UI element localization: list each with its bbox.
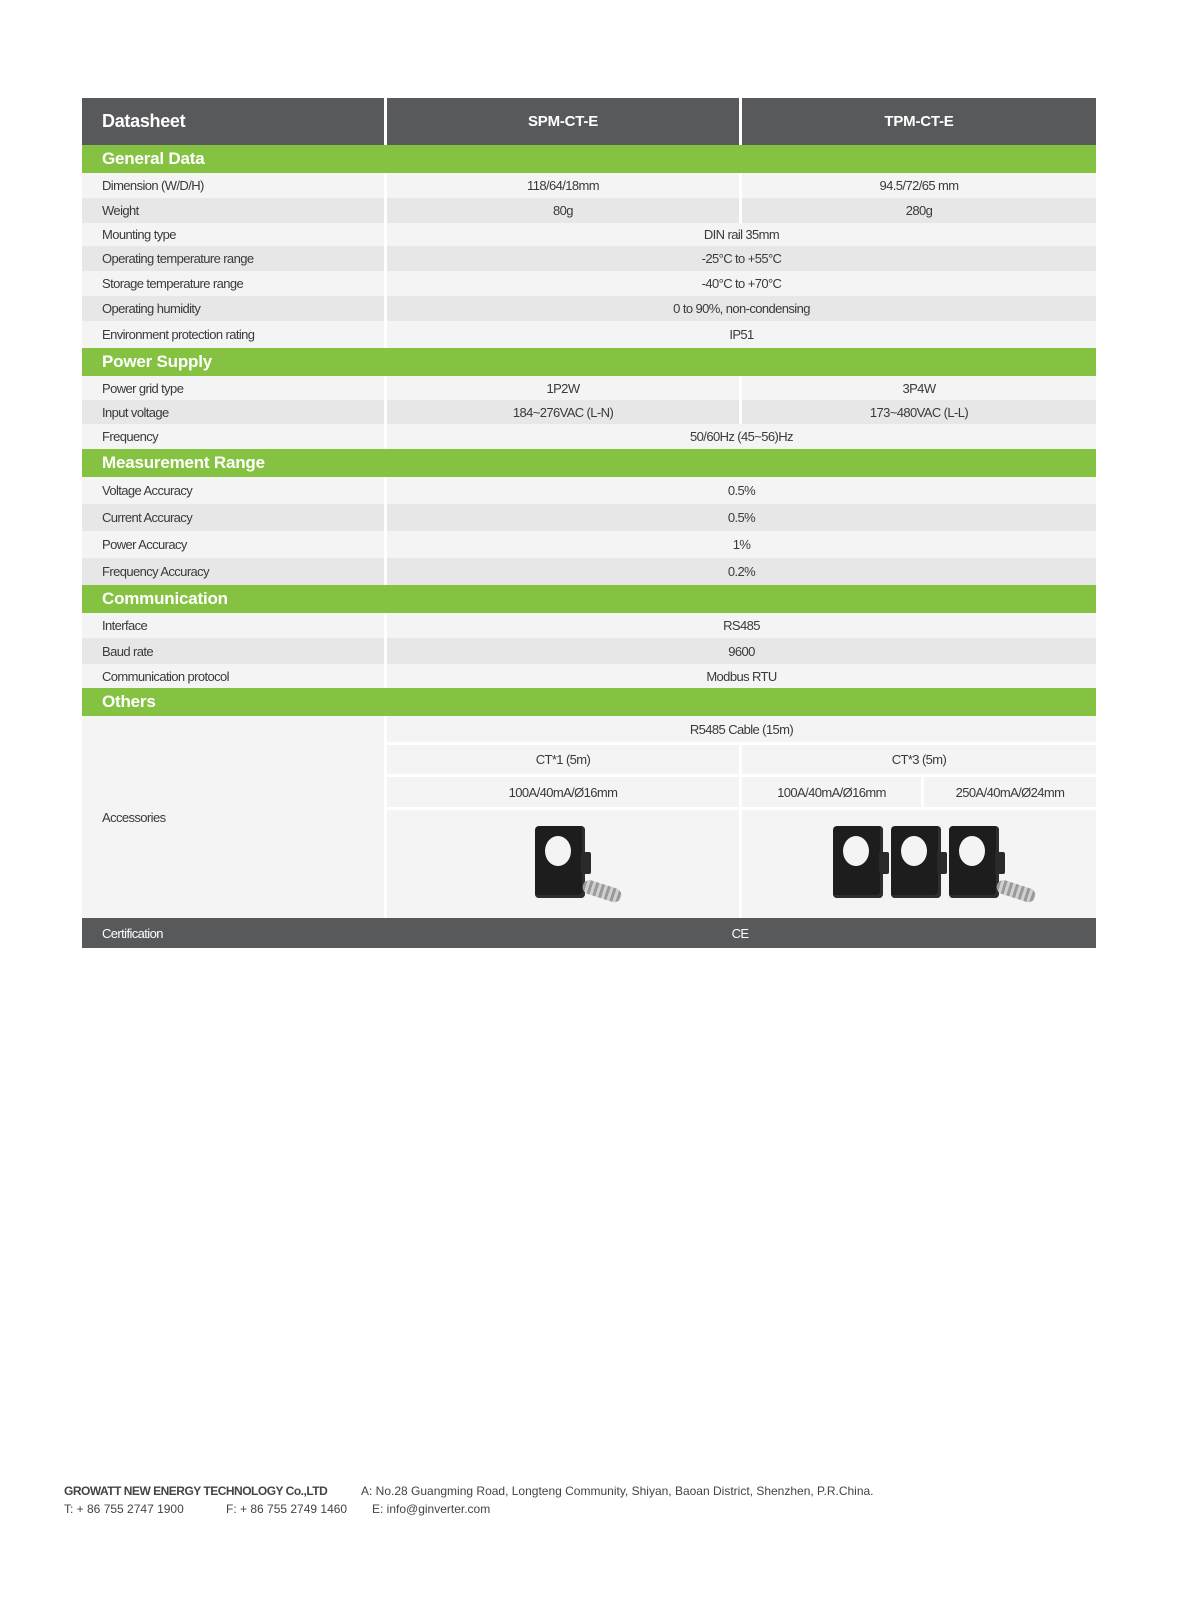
accessory-ct-spec-spm: 100A/40mA/Ø16mm xyxy=(508,784,618,800)
row-label: Storage temperature range xyxy=(102,276,244,291)
company-email: E: info@ginverter.com xyxy=(372,1502,491,1516)
row-label: Weight xyxy=(102,203,139,218)
row-label: Power Accuracy xyxy=(102,537,187,552)
table-row xyxy=(82,321,1096,348)
accessories-label: Accessories xyxy=(82,716,384,918)
row-value: 0.5% xyxy=(384,504,1096,531)
row-value: IP51 xyxy=(384,321,1096,348)
row-label: Power grid type xyxy=(102,380,184,396)
row-value-spm: 80g xyxy=(384,198,739,223)
table-row xyxy=(82,613,1096,638)
row-label: Current Accuracy xyxy=(102,510,193,525)
header-model-spm: SPM-CT-E xyxy=(384,98,739,145)
table-row xyxy=(82,271,1096,296)
company-fax: F: + 86 755 2749 1460 xyxy=(226,1502,348,1516)
row-value: RS485 xyxy=(384,613,1096,638)
row-value: 0.5% xyxy=(384,477,1096,504)
section-power-supply: Power Supply xyxy=(82,348,1096,376)
row-label: Frequency Accuracy xyxy=(102,564,209,579)
table-row xyxy=(82,296,1096,321)
row-value: -40°C to +70°C xyxy=(384,271,1096,296)
row-value: -25°C to +55°C xyxy=(384,246,1096,271)
table-row xyxy=(82,531,1096,558)
accessory-ct-spec-tpm-24: 250A/40mA/Ø24mm xyxy=(921,777,1096,807)
table-row xyxy=(82,376,1096,400)
row-label: Input voltage xyxy=(102,404,169,420)
row-value-tpm: 280g xyxy=(739,198,1096,223)
certification-label: Certification xyxy=(102,925,163,941)
ct-clamp-icon xyxy=(949,826,1005,902)
accessory-ct-spec-tpm-16: 100A/40mA/Ø16mm xyxy=(739,777,921,807)
row-label: Communication protocol xyxy=(102,668,229,684)
header-model-tpm: TPM-CT-E xyxy=(739,98,1096,145)
table-row xyxy=(82,246,1096,271)
row-value: DIN rail 35mm xyxy=(384,223,1096,246)
certification-value: CE xyxy=(731,925,749,941)
row-label: Frequency xyxy=(102,429,159,444)
row-value: 0 to 90%, non-condensing xyxy=(384,296,1096,321)
table-row xyxy=(82,223,1096,246)
accessory-ct-count-line xyxy=(387,745,1096,777)
row-value: 0.2% xyxy=(384,558,1096,585)
header-title: Datasheet xyxy=(102,111,186,131)
ct-triple-image xyxy=(739,810,1096,918)
accessories-row xyxy=(82,716,1096,918)
row-value-spm: 1P2W xyxy=(384,376,739,400)
row-value-spm: 118/64/18mm xyxy=(384,173,739,198)
table-row xyxy=(82,400,1096,424)
row-label: Operating temperature range xyxy=(102,251,254,266)
table-row xyxy=(82,504,1096,531)
section-others: Others xyxy=(82,688,1096,716)
table-row xyxy=(82,173,1096,198)
section-general-data: General Data xyxy=(82,145,1096,173)
table-row xyxy=(82,477,1096,504)
row-label: Baud rate xyxy=(102,643,153,659)
ct-clamp-icon xyxy=(535,826,591,902)
section-communication: Communication xyxy=(82,585,1096,613)
table-row xyxy=(82,424,1096,449)
table-row xyxy=(82,558,1096,585)
company-address: A: No.28 Guangming Road, Longteng Community, Shiyan, Baoan District, Shenzhen, P.R.China. xyxy=(361,1484,874,1498)
row-label: Interface xyxy=(102,618,148,633)
accessory-cable-line xyxy=(387,716,1096,745)
table-row xyxy=(82,198,1096,223)
row-value: 9600 xyxy=(384,638,1096,664)
table-header xyxy=(82,98,1096,145)
table-row xyxy=(82,638,1096,664)
row-value: 50/60Hz (45~56)Hz xyxy=(384,424,1096,449)
ct-clamp-icon xyxy=(891,826,947,902)
section-measurement-range: Measurement Range xyxy=(82,449,1096,477)
datasheet-table xyxy=(82,98,1096,948)
accessory-ct-triple: CT*3 (5m) xyxy=(739,745,1096,774)
row-label: Environment protection rating xyxy=(102,327,255,342)
row-label: Mounting type xyxy=(102,227,176,242)
ct-clamp-icon xyxy=(833,826,889,902)
row-label: Dimension (W/D/H) xyxy=(102,178,204,193)
company-name: GROWATT NEW ENERGY TECHNOLOGY Co.,LTD xyxy=(64,1484,328,1498)
ct-single-image xyxy=(387,810,739,918)
row-value-tpm: 94.5/72/65 mm xyxy=(739,173,1096,198)
accessory-cable: R5485 Cable (15m) xyxy=(689,721,794,737)
row-value-tpm: 173~480VAC (L-L) xyxy=(739,400,1096,424)
accessories-grid xyxy=(384,716,1096,918)
row-value-spm: 184~276VAC (L-N) xyxy=(384,400,739,424)
company-tel: T: + 86 755 2747 1900 xyxy=(64,1502,184,1516)
row-label: Voltage Accuracy xyxy=(102,483,193,498)
row-value: Modbus RTU xyxy=(384,664,1096,688)
accessory-images xyxy=(387,810,1096,918)
row-label: Operating humidity xyxy=(102,301,201,316)
certification-row xyxy=(82,918,1096,948)
row-value-tpm: 3P4W xyxy=(739,376,1096,400)
accessory-ct-single: CT*1 (5m) xyxy=(535,752,591,767)
accessory-ct-spec-line xyxy=(387,777,1096,810)
row-value: 1% xyxy=(384,531,1096,558)
table-row xyxy=(82,664,1096,688)
